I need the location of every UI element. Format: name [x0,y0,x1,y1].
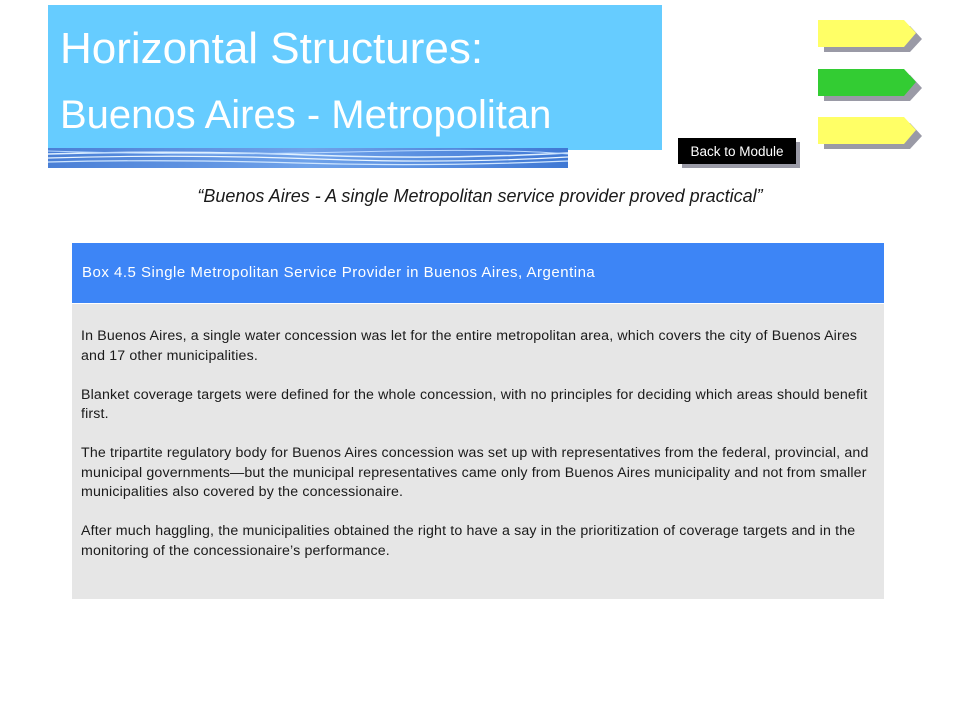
nav-arrow-2[interactable] [818,69,922,105]
box-paragraph-4: After much haggling, the municipalities obtained the right to have a say in the prioritization of coverage targets and in the monitoring of the concessionaire’s performance. [81,523,856,559]
back-to-module-button[interactable] [678,138,802,168]
decorative-wave-band [48,148,568,168]
box-body [81,327,879,581]
nav-arrow-1[interactable] [818,20,922,56]
arrow-3-face [818,117,916,144]
box-panel [72,243,884,599]
quote-subtitle: “Buenos Aires - A single Metropolitan service provider proved practical” [197,186,763,206]
nav-arrow-3[interactable] [818,117,922,153]
box-title: Box 4.5 Single Metropolitan Service Provider in Buenos Aires, Argentina [82,264,596,281]
box-paragraph-2: Blanket coverage targets were defined for the whole concession, with no principles for deciding which areas should benefit first. [81,386,868,422]
title-banner [48,5,662,150]
page-subtitle-heading: Buenos Aires - Metropolitan [60,93,552,137]
box-paragraph-1: In Buenos Aires, a single water concession was let for the entire metropolitan area, which covers the city of Buenos Aires and 17 other municipalities. [81,328,858,364]
box-header [72,243,884,304]
back-button-label: Back to Module [678,138,796,164]
arrow-2-face [818,69,916,96]
page-title: Horizontal Structures: [60,24,484,73]
arrow-1-face [818,20,916,47]
box-paragraph-3: The tripartite regulatory body for Buenos Aires concession was set up with representatives from the federal, provincial, and municipal governments—but the municipal representatives came only from Buenos Aires municipality and not from smaller municipalities also covered by the concessionaire. [81,445,869,500]
